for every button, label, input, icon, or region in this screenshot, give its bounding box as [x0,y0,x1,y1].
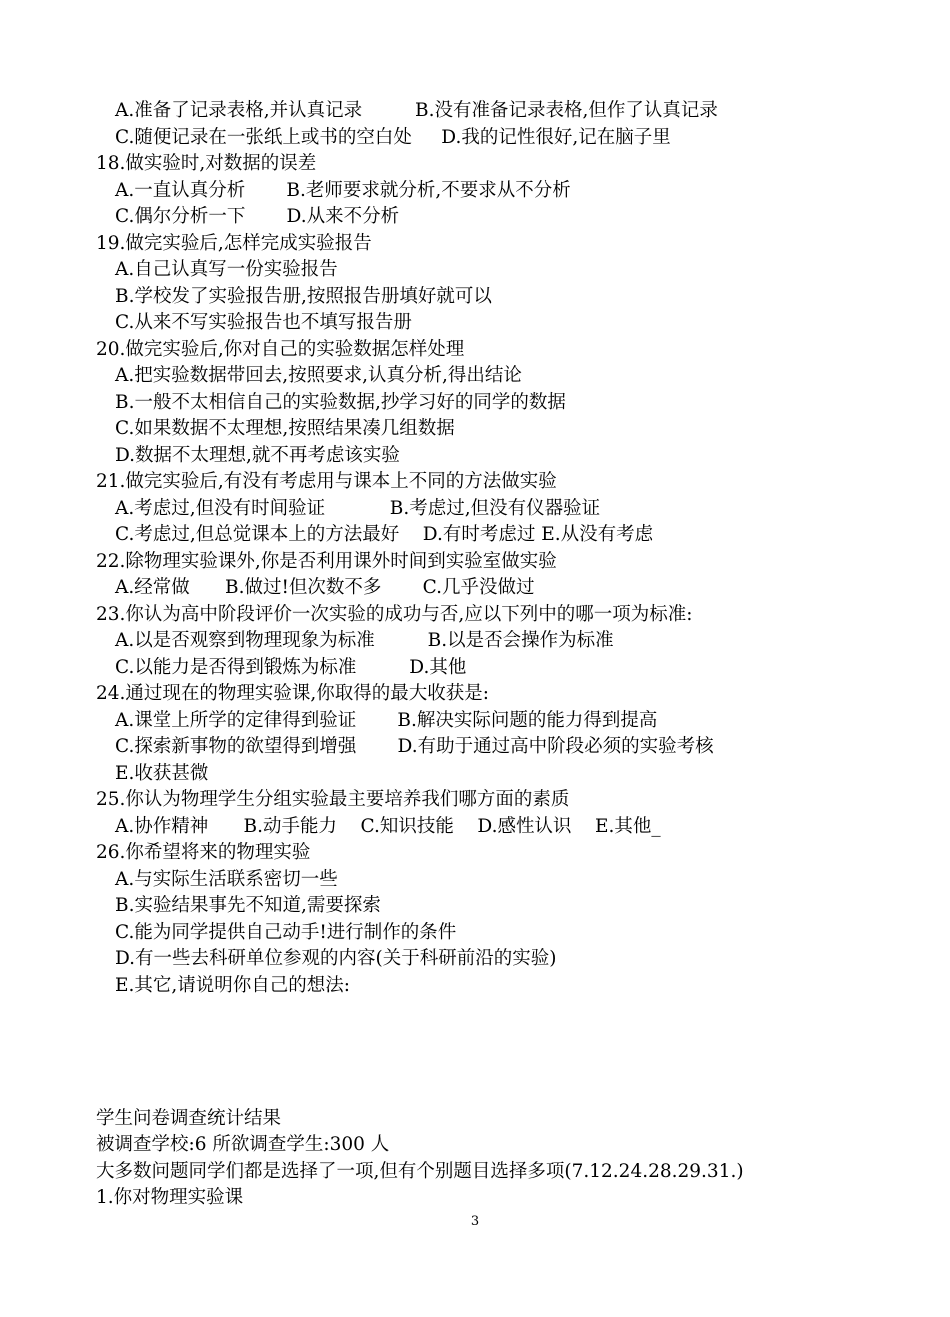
question-24-options-cd: C.探索新事物的欲望得到增强 D.有助于通过高中阶段必须的实验考核 [115,736,714,757]
question-18-options-cd: C.偶尔分析一下 D.从来不分析 [115,206,400,227]
question-26-option-d: D.有一些去科研单位参观的内容(关于科研前沿的实验) [115,948,557,969]
question-21: 21.做完实验后,有没有考虑用与课本上不同的方法做实验 [96,471,557,492]
question-25: 25.你认为物理学生分组实验最主要培养我们哪方面的素质 [96,789,570,810]
question-20-option-a: A.把实验数据带回去,按照要求,认真分析,得出结论 [115,365,522,386]
question-20-option-c: C.如果数据不太理想,按照结果凑几组数据 [115,418,455,439]
question-19: 19.做完实验后,怎样完成实验报告 [96,233,372,254]
question-19-option-c: C.从来不写实验报告也不填写报告册 [115,312,412,333]
survey-note: 大多数问题同学们都是选择了一项,但有个别题目选择多项(7.12.24.28.29.31.) [96,1161,744,1182]
question-18-options-ab: A.一直认真分析 B.老师要求就分析,不要求从不分析 [115,180,571,201]
question-22: 22.除物理实验课外,你是否利用课外时间到实验室做实验 [96,551,557,572]
page-number: 3 [470,1214,480,1229]
question-25-options: A.协作精神 B.动手能力 C.知识技能 D.感性认识 E.其他_ [115,816,661,837]
question-20-option-d: D.数据不太理想,就不再考虑该实验 [115,445,400,466]
question-23-options-cd: C.以能力是否得到锻炼为标准 D.其他 [115,657,467,678]
survey-scope: 被调查学校:6 所欲调查学生:300 人 [96,1134,390,1155]
section-heading: 学生问卷调查统计结果 [96,1108,282,1129]
question-23: 23.你认为高中阶段评价一次实验的成功与否,应以下列中的哪一项为标准: [96,604,693,625]
question-18: 18.做实验时,对数据的误差 [96,153,317,174]
question-26-option-c: C.能为同学提供自己动手!进行制作的条件 [115,922,457,943]
question-26-option-b: B.实验结果事先不知道,需要探索 [115,895,381,916]
question-20: 20.做完实验后,你对自己的实验数据怎样处理 [96,339,465,360]
result-question-1: 1.你对物理实验课 [96,1187,244,1208]
question-21-options-cde: C.考虑过,但总觉课本上的方法最好 D.有时考虑过 E.从没有考虑 [115,524,654,545]
question-26: 26.你希望将来的物理实验 [96,842,311,863]
question-24-option-e: E.收获甚微 [115,763,209,784]
question-26-option-e: E.其它,请说明你自己的想法: [115,975,350,996]
question-24-options-ab: A.课堂上所学的定律得到验证 B.解决实际问题的能力得到提高 [115,710,658,731]
question-20-option-b: B.一般不太相信自己的实验数据,抄学习好的同学的数据 [115,392,566,413]
question-17-options-cd: C.随便记录在一张纸上或书的空白处 D.我的记性很好,记在脑子里 [115,127,671,148]
question-19-option-b: B.学校发了实验报告册,按照报告册填好就可以 [115,286,492,307]
question-22-options: A.经常做 B.做过!但次数不多 C.几乎没做过 [115,577,535,598]
question-21-options-ab: A.考虑过,但没有时间验证 B.考虑过,但没有仪器验证 [115,498,601,519]
question-17-options-ab: A.准备了记录表格,并认真记录 B.没有准备记录表格,但作了认真记录 [115,100,718,121]
question-26-option-a: A.与实际生活联系密切一些 [115,869,338,890]
question-19-option-a: A.自己认真写一份实验报告 [115,259,338,280]
question-24: 24.通过现在的物理实验课,你取得的最大收获是: [96,683,490,704]
question-23-options-ab: A.以是否观察到物理现象为标准 B.以是否会操作为标准 [115,630,614,651]
